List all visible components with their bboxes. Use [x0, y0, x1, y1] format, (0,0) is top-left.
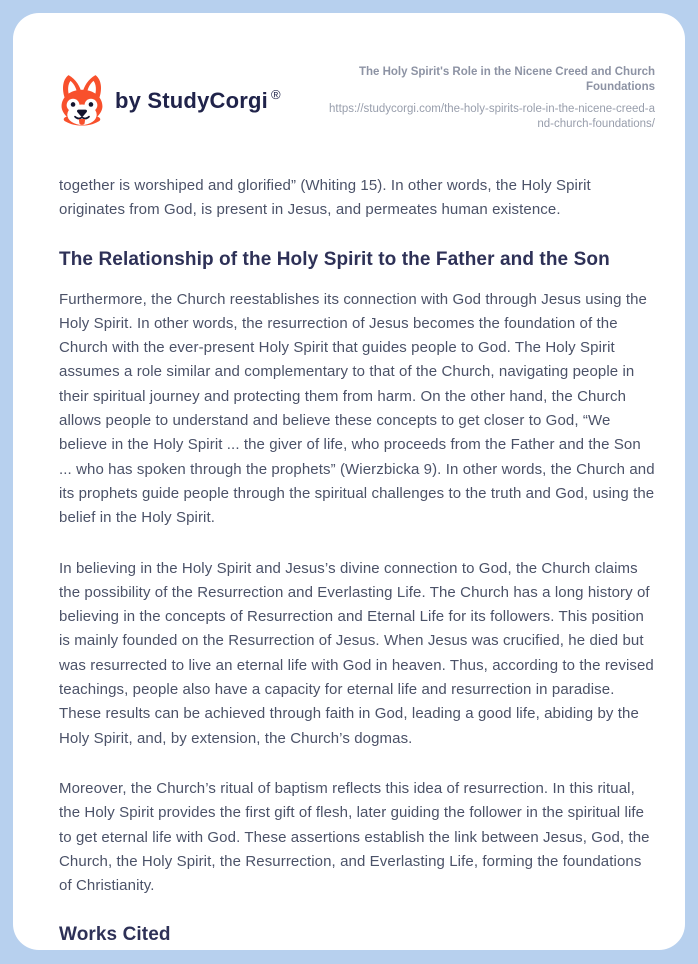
studycorgi-logo[interactable] [59, 73, 281, 127]
body-paragraph: Furthermore, the Church reestablishes its connection with God through Jesus using the Holy Spirit. In other words, the resurrection of Jesus becomes the foundation of the Church with the ever-present Holy Spirit that guides people to God. The Holy Spirit assumes a role similar and complementary to that of the Church, navigating people in their spiritual journey and protecting them from harm. On the other hand, the Church allows people to understand and believe these concepts to get closer to God, “We believe in the Holy Spirit ... the giver of life, who proceeds from the Father and the Son ... who has spoken through the prophets” (Wierzbicka 9). In other words, the Church and its prophets guide people through the spiritual challenges to the truth and God, using the belief in the Holy Spirit. [59, 290, 655, 527]
document-meta [325, 65, 655, 132]
brand-name: by StudyCorgi ® [115, 86, 281, 113]
body-paragraph: Moreover, the Church’s ritual of baptism reflects this idea of resurrection. In this ritual, the Holy Spirit provides the first gift of flesh, later guiding the follower in the spiritual life to get eternal life with God. These assertions establish the link between Jesus, God, the Church, the Holy Spirit, the Resurrection, and Everlasting Life, forming the foundations of Christianity. [59, 779, 650, 895]
essay-body [59, 174, 655, 946]
document-header [59, 63, 655, 132]
document-title: The Holy Spirit's Role in the Nicene Creed and Church Foundations [358, 66, 655, 93]
corgi-logo-icon [59, 73, 105, 127]
intro-paragraph: together is worshiped and glorified” (Whiting 15). In other words, the Holy Spirit originates from God, is present in Jesus, and permeates human existence. [59, 177, 591, 219]
works-cited-heading: Works Cited [59, 924, 171, 946]
registered-trademark: ® [270, 86, 281, 102]
document-url-link[interactable]: https://studycorgi.com/the-holy-spirits-role-in-the-nicene-creed-and-church-foundations/ [329, 103, 655, 130]
document-card [13, 13, 685, 950]
body-paragraph: In believing in the Holy Spirit and Jesus’s divine connection to God, the Church claims the possibility of the Resurrection and Everlasting Life. The Church has a long history of believing in the concepts of Resurrection and Eternal Life for its followers. This position is mainly founded on the Resurrection of Jesus. When Jesus was crucified, he died but was resurrected to live an eternal life with God in heaven. Thus, according to the revised teachings, people also have a capacity for eternal life and resurrection in paradise. These results can be achieved through faith in God, leading a good life, abiding by the Holy Spirit, and, by extension, the Church’s dogmas. [59, 559, 654, 747]
section-heading: The Relationship of the Holy Spirit to the Father and the Son [59, 248, 610, 270]
